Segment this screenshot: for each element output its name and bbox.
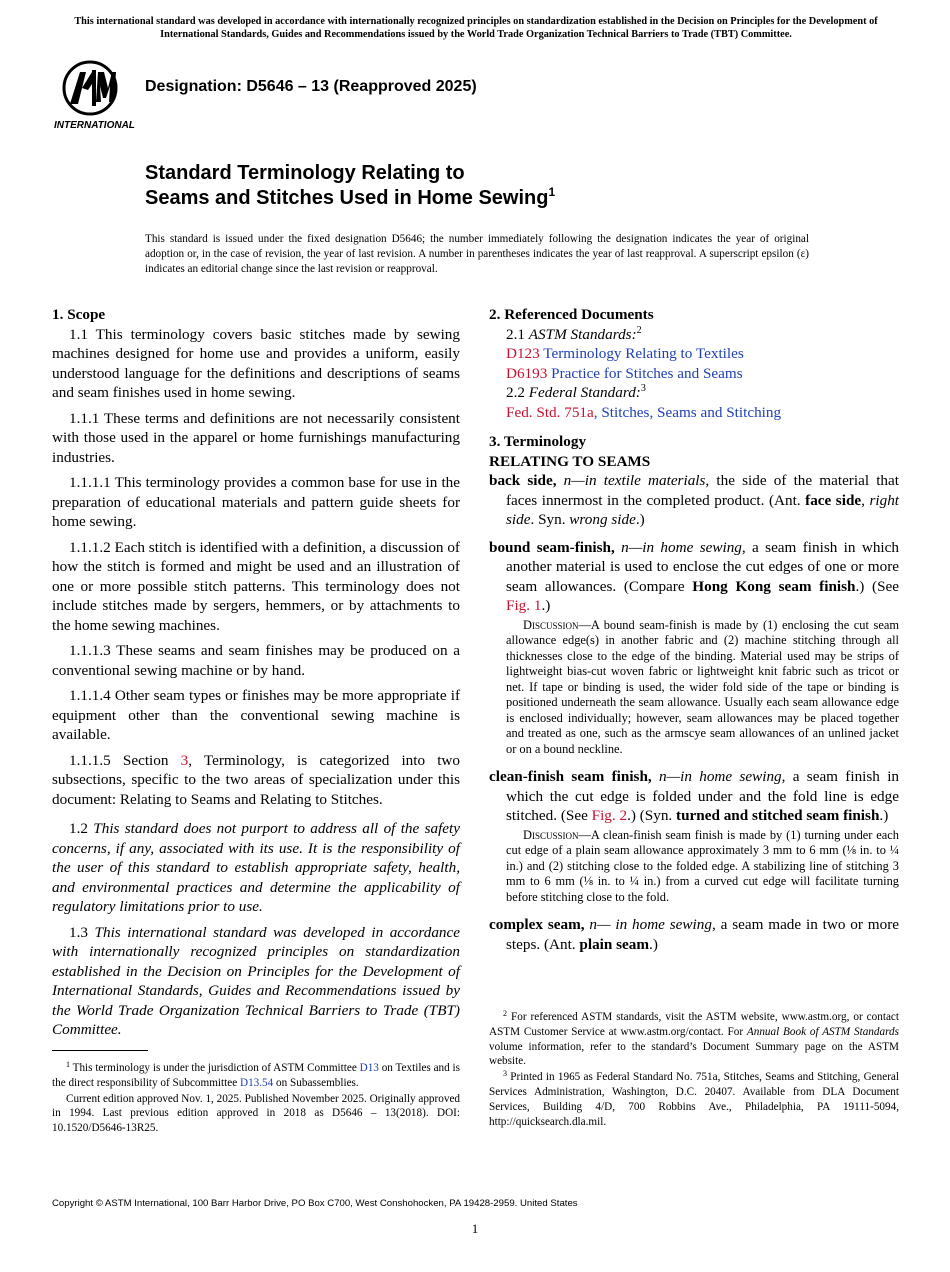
term-clean-finish: clean-finish seam finish, n—in home sewing, a seam finish in which the cut edge is folded under and the fold line is edge stitched. (See Fig. 2.) (Syn. turned and stitched seam finish.) [489, 768, 900, 824]
section-3-link[interactable]: 3 [180, 751, 189, 769]
footnote-3: $^3$ Printed in 1965 as Federal Standard No. 751a, Stitches, Seams and Stitching, General Services Administration, Washington, D.C. 20407. Available from DLA Document Services, Building 4/D, 700 Robbins Ave., Philadelphia, PA 19111-5094, http://quicksearch.dla.mil. [489, 1069, 899, 1128]
ref-2-2: 2.2 Federal Standard:$^3$ [506, 383, 646, 401]
footnotes-left [52, 1050, 460, 1137]
terminology-heading: 3. Terminology [489, 433, 587, 450]
para-1-1-1-3: 1.1.1.3 These seams and seam finishes may be produced on a conventional sewing machine or by hand. [52, 642, 460, 679]
reference-list [489, 325, 899, 423]
term-complex-seam: complex seam, n— in home sewing, a seam made in two or more steps. (Ant. plain seam.) [489, 916, 899, 953]
discussion-bound: Discussion—A bound seam-finish is made by (1) enclosing the cut seam allowance edge(s) in another fabric and (2) machine stitching through all thicknesses close to the edge of the binding. Material used may be strips of lightweight bias-cut woven fabric or lightweight knit fabric such as tricot or net. If tape or binding is used, the wider fold side of the tape or binding is positioned underneath the seam allowance. Usually each seam allowance edge is enclosed individually; however, seam allowances may be placed together and treated as one, such as the armscye seam allowances of an unlined jacket or on a bound neckline. [506, 617, 899, 756]
d13-54-link[interactable]: D13.54 [239, 1076, 274, 1089]
footnotes-right [489, 1010, 899, 1130]
para-1-1-1: 1.1.1 These terms and definitions are not necessarily consistent with those used in the apparel or home furnishings manufacturing industries. [52, 409, 460, 466]
refs-heading: 2. Referenced Documents [489, 306, 654, 323]
footnote-1: $^1$ This terminology is under the jurisdiction of ASTM Committee D13 on Textiles and is the direct responsibility of Subcommittee D13.54 on Subassemblies. [52, 1060, 461, 1089]
logo-text: INTERNATIONAL [54, 120, 135, 131]
right-column [489, 305, 899, 956]
scope-heading: 1. Scope [52, 306, 106, 323]
ref-d6193[interactable]: D6193 Practice for Stitches and Seams [506, 364, 743, 382]
page-number: 1 [471, 1221, 479, 1236]
seams-subheading: RELATING TO SEAMS [489, 452, 651, 470]
para-1-2: 1.2 This standard does not purport to address all of the safety concerns, if any, associated with its use. It is the responsibility of the user of this standard to establish appropriate safety, health, and environmental practices and determine the applicability of regulatory limitations prior to use. [52, 820, 460, 915]
document-title [145, 161, 555, 211]
top-note: This international standard was developed in accordance with internationally recognized principles on standardization established in the Decision on Principles for the Development of International Standards, Guides and Recommendations issued by the World Trade Organization Technical Barriers to Trade (TBT) Committee. [74, 16, 878, 40]
footnote-1-edition: Current edition approved Nov. 1, 2025. Published November 2025. Originally approved in 1994. Last previous edition approved in 2018 as D5646 – 13(2018). DOI: 10.1520/D5646-13R25. [52, 1092, 460, 1135]
footnote-2: $^2$ For referenced ASTM standards, visit the ASTM website, www.astm.org, or contact ASTM Customer Service at www.astm.org/contact. For Annual Book of ASTM Standards volume information, refer to the standard’s Document Summary page on the ASTM website. [489, 1009, 899, 1068]
fig-2-link[interactable]: Fig. 2 [591, 807, 628, 824]
para-1-1-1-5: 1.1.1.5 Section 3, Terminology, is categorized into two subsections, specific to the two areas of specialization under this document: Relating to Seams and Relating to Stitches. [52, 751, 460, 808]
ref-d123[interactable]: D123 Terminology Relating to Textiles [506, 345, 744, 362]
para-1-3: 1.3 This international standard was developed in accordance with internationally recognized principles on standardization established in the Decision on Principles for the Development of International Standards, Guides and Recommendations issued by the World Trade Organization Technical Barriers to Trade (TBT) Committee. [52, 923, 460, 1038]
ref-fed-std[interactable]: Fed. Std. 751a, Stitches, Seams and Stitching [506, 403, 782, 421]
para-1-1: 1.1 This terminology covers basic stitches made by sewing machines designed for home use and provides a uniform, easily understood language for the definitions and descriptions of seams and seam finishes used in home sewing. [52, 325, 460, 401]
copyright: Copyright © ASTM International, 100 Barr Harbor Drive, PO Box C700, West Conshohocken, PA 19428-2959. United States [52, 1198, 578, 1209]
designation: Designation: D5646 – 13 (Reapproved 2025) [145, 78, 477, 95]
fig-1-link[interactable]: Fig. 1 [506, 597, 542, 614]
issuance-note: This standard is issued under the fixed designation D5646; the number immediately following the designation indicates the year of original adoption or, in the case of revision, the year of last revision. A number in parentheses indicates the year of last reapproval. A superscript epsilon (ε) indicates an editorial change since the last revision or reapproval. [145, 233, 809, 275]
ref-2-1: 2.1 ASTM Standards:$^2$ [506, 324, 642, 343]
para-1-1-1-1: 1.1.1.1 This terminology provides a common base for use in the preparation of educational materials and pattern guide sheets for home sewing. [52, 474, 460, 530]
discussion-clean: Discussion—A clean-finish seam finish is made by (1) turning under each cut edge of a plain seam allowance approximately 3 mm to 6 mm (⅛ in. to ¼ in.) and (2) stitching close to the folded edge. A stabilizing line of stitching 3 mm to 6 mm (⅛ in. to ¼ in.) from a curved cut edge will facilitate turning before stitching close to the fold. [506, 827, 899, 904]
title-line-1: Standard Terminology Relating to [145, 162, 465, 184]
term-bound-seam-finish: bound seam-finish, n—in home sewing, a seam finish in which another material is used to enclose the cut edges of one or more seam allowances. (Compare Hong Kong seam finish.) (See Fig. 1.) [489, 538, 900, 614]
para-1-1-1-2: 1.1.1.2 Each stitch is identified with a definition, a discussion of how the stitch is formed and might be used and an illustration of one or more possible stitch patterns. This terminology does not include stitches made by sergers, hemmers, or by attachments to the home sewing machines. [52, 538, 460, 634]
term-back-side: back side, n—in textile materials, the side of the material that faces innermost in the completed product. (Ant. face side, right side. Syn. wrong side.) [489, 472, 900, 528]
title-footnote-ref[interactable]: 1 [548, 185, 556, 199]
left-column [52, 305, 460, 1046]
d13-link[interactable]: D13 [359, 1062, 379, 1074]
footnote-rule [52, 1050, 148, 1051]
astm-logo [52, 58, 136, 132]
para-1-1-1-4: 1.1.1.4 Other seam types or finishes may be more appropriate if equipment other than the conventional sewing machine is available. [52, 687, 460, 743]
title-line-2: Seams and Stitches Used in Home Sewing [145, 187, 549, 209]
